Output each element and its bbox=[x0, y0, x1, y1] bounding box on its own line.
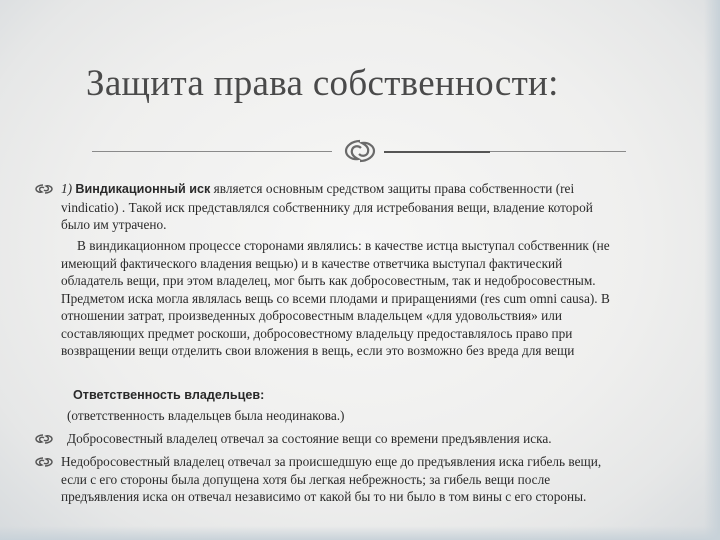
swirl-bullet-icon bbox=[34, 456, 54, 468]
paragraph-line: Предметом иска могла являлась вещь со всеми плодами и приращениями (res cum omni causa). В bbox=[61, 290, 610, 306]
slide-edge-right bbox=[704, 0, 720, 540]
bullet-bad-faith-owner bbox=[61, 453, 691, 506]
bullet-text: Недобросовестный владелец отвечал за происшедшую еще до предъявления иска гибель вещи, bbox=[61, 454, 602, 469]
slide-edge-bottom bbox=[0, 526, 720, 540]
paragraph-line: возвращении вещи отделить свои вложения в вещь, если это возможно без вреда для вещи bbox=[61, 343, 575, 358]
title-divider-left bbox=[92, 151, 332, 152]
slide-title: Защита права собственности: bbox=[86, 63, 559, 104]
term-vindication-claim: Виндикационный иск bbox=[75, 182, 211, 196]
paragraph-line: является основным средством защиты права собственности (rei bbox=[210, 181, 575, 196]
paragraph-line: В виндикационном процессе сторонами являлись: в качестве истца выступал собственник (не bbox=[77, 238, 610, 253]
paragraph-line: было им утрачено. bbox=[61, 217, 167, 232]
paragraph-line: имеющий фактического владения вещью) и в качестве ответчика выступал фактический bbox=[61, 255, 563, 271]
paragraph-line: vindicatio) . Такой иск представлялся собственнику для истребования вещи, владение которой bbox=[61, 199, 593, 215]
paragraph-line: обладатель вещи, при этом владелец, мог быть как добросовестным, так и недобросовестным. bbox=[61, 273, 596, 288]
paragraph-number: 1) bbox=[61, 181, 73, 196]
title-divider-right bbox=[490, 151, 626, 152]
paragraph-line: отношении затрат, произведенных добросовестным владельцем «для удовольствия» или bbox=[61, 308, 563, 323]
bullet-good-faith-owner bbox=[61, 430, 691, 448]
swirl-bullet-icon bbox=[34, 433, 54, 445]
title-divider-accent bbox=[384, 151, 490, 153]
bullet-text: Добросовестный владелец отвечал за состояние вещи со времени предъявления иска. bbox=[67, 431, 552, 446]
swirl-bullet-icon bbox=[34, 183, 54, 195]
responsibility-subline: (ответственность владельцев была неодинакова.) bbox=[67, 407, 345, 423]
paragraph-process bbox=[61, 237, 691, 360]
paragraph-vindication bbox=[61, 180, 691, 234]
bullet-text: если с его стороны была допущена хотя бы легкая небрежность; за гибель вещи после bbox=[61, 471, 551, 487]
responsibility-heading: Ответственность владельцев: bbox=[73, 388, 265, 402]
paragraph-line: составляющих предмет роскоши, добросовестному владельцу предоставлялось право при bbox=[61, 325, 573, 341]
bullet-text: предъявления иска он отвечал независимо от какой бы то ни было в том вины с его стороны. bbox=[61, 489, 587, 504]
flourish-ornament-icon bbox=[338, 137, 382, 165]
paragraph-responsibility bbox=[61, 386, 691, 424]
